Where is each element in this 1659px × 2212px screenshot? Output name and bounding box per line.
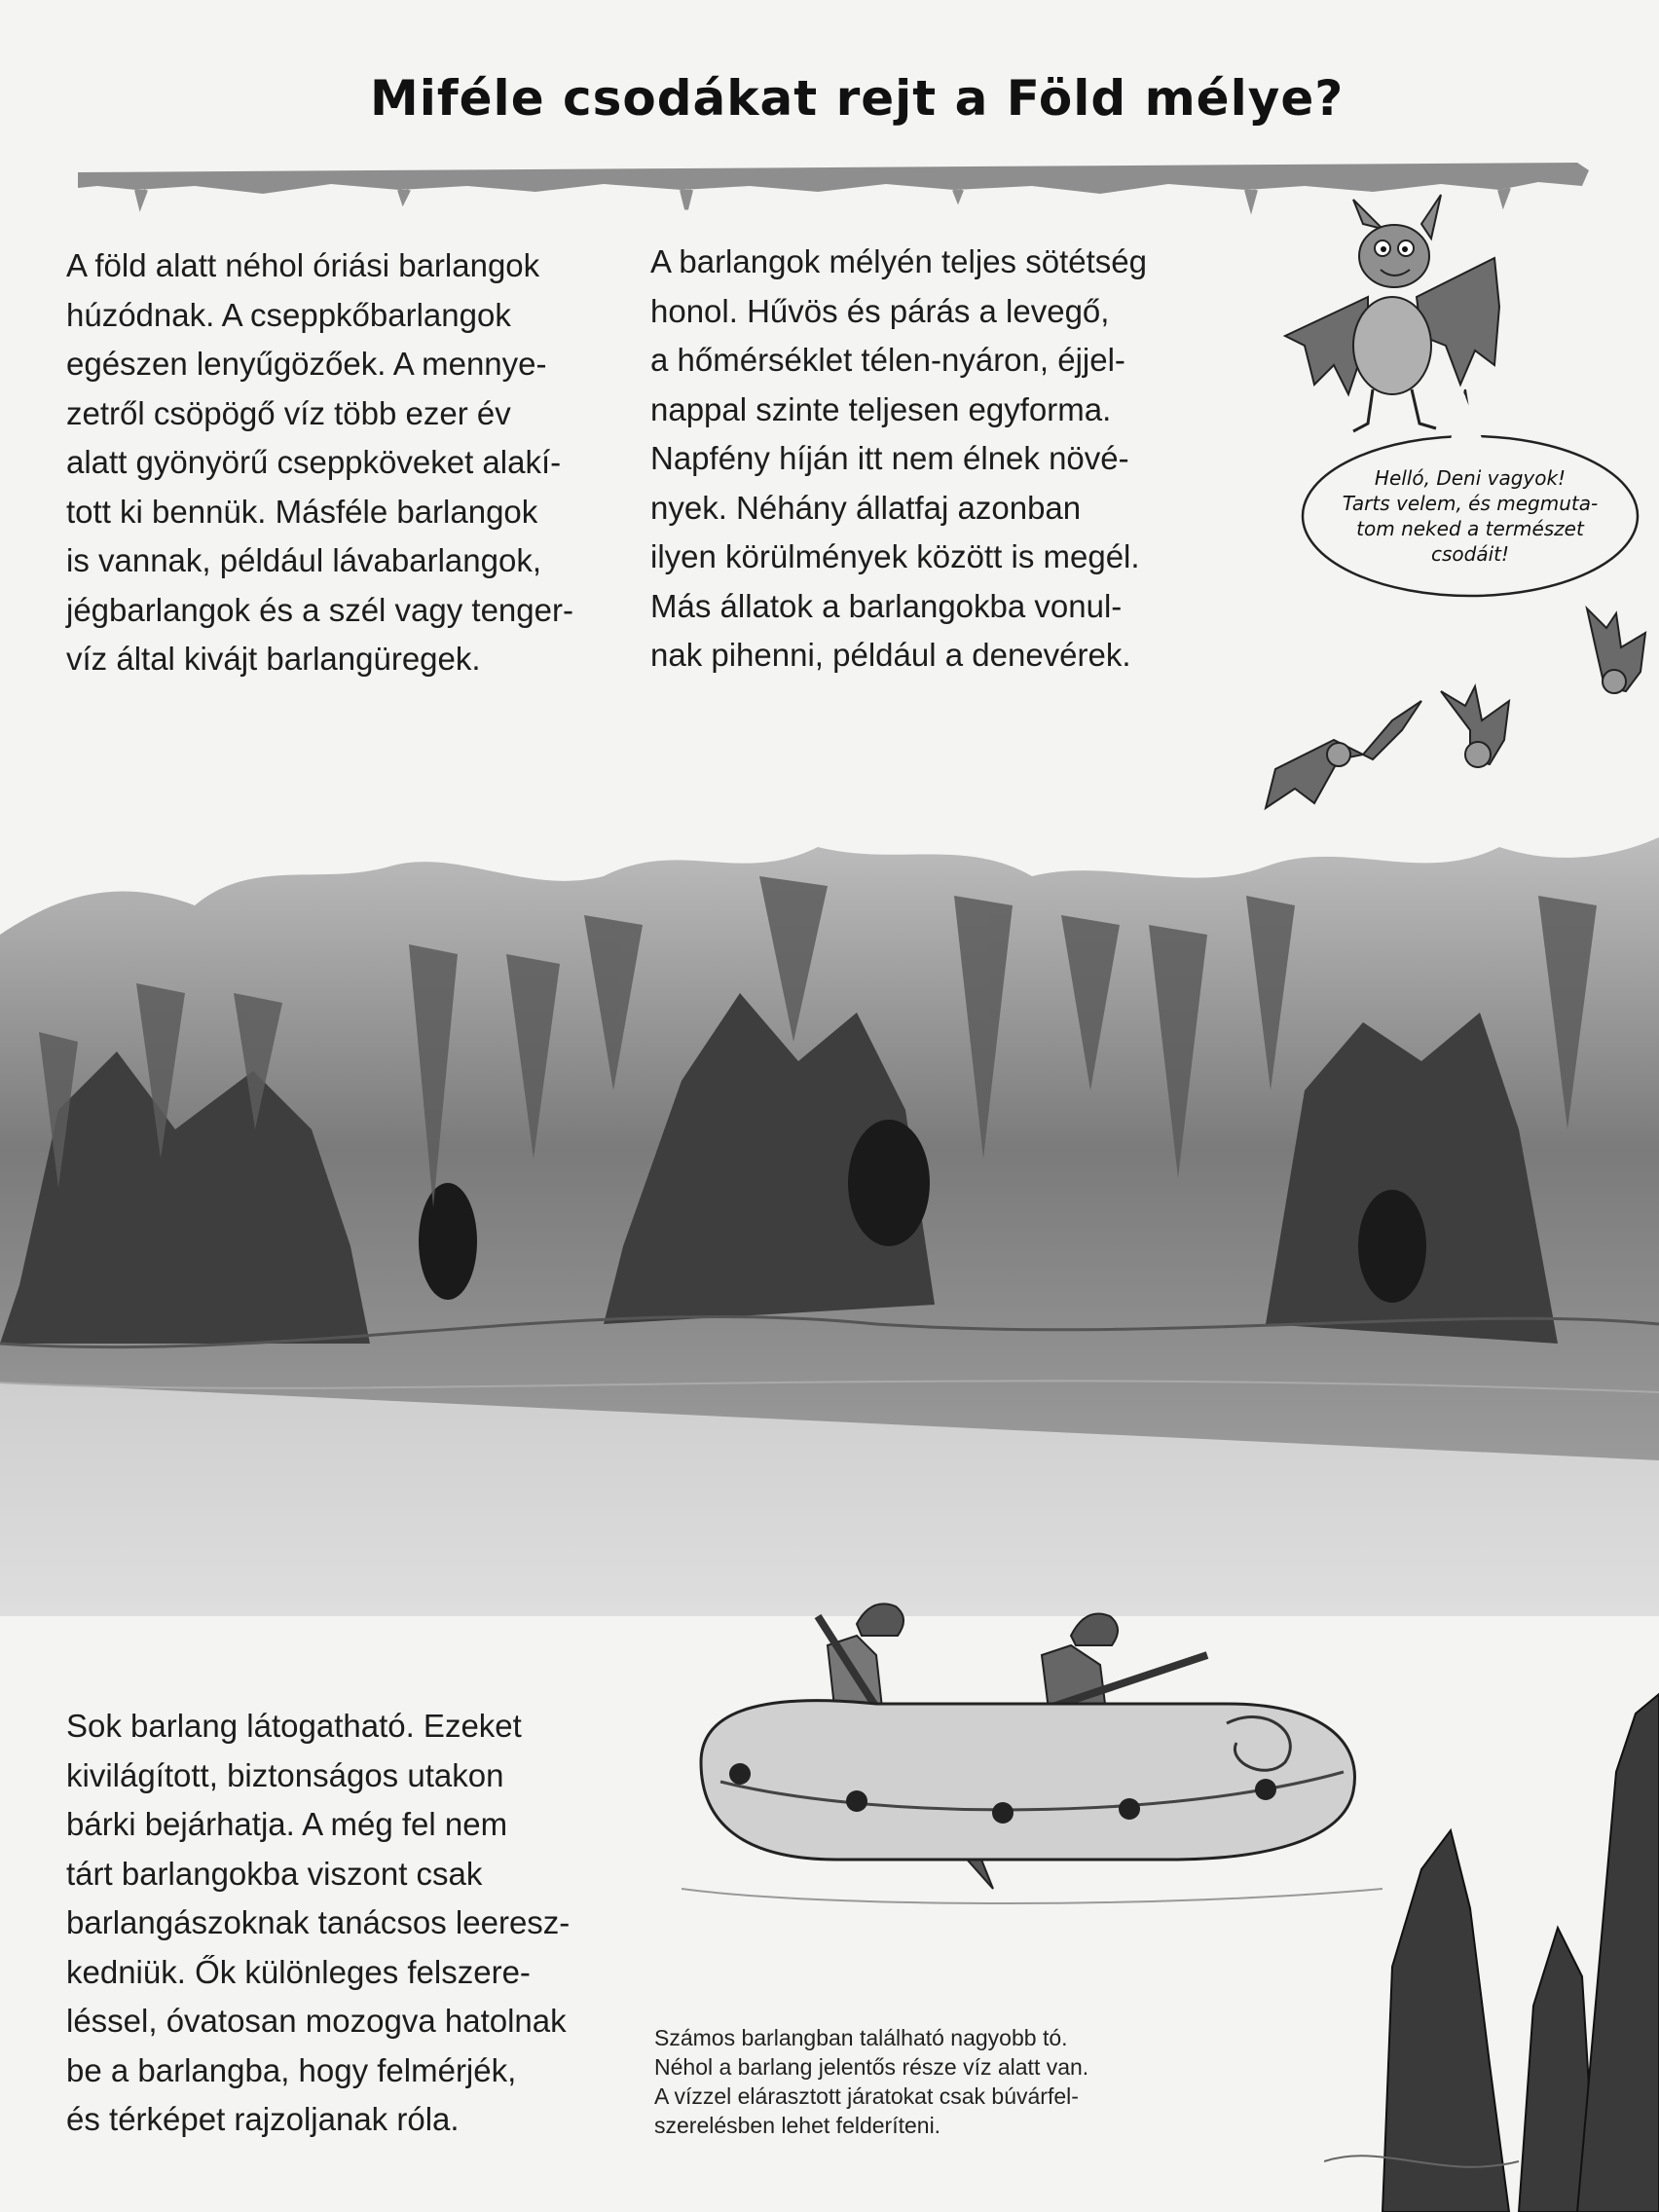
- stalagmites-illustration: [1324, 1655, 1659, 2212]
- page-title: Miféle csodákat rejt a Föld mélye?: [370, 70, 1345, 127]
- intro-paragraph: A föld alatt néhol óriási barlangok húzódnak. A cseppkőbarlangok egészen lenyűgözőek. A mennye- zetről csöpögő víz több ezer év alatt gyönyörű cseppköveket alakí- tott ki bennük. Másféle barlangok is vannak, például lávabarlangok, jégbarlangok és a szél vagy tenger- víz által kivájt barlangüregek.: [66, 247, 573, 677]
- lake-caption: Számos barlangban található nagyobb tó. Néhol a barlang jelentős része víz alatt van. A vízzel elárasztott járatokat csak búvárfel- szerelésben lehet felderíteni.: [654, 2025, 1089, 2138]
- flying-bats-illustration: [1256, 594, 1659, 828]
- darkness-paragraph: A barlangok mélyén teljes sötétség honol. Hűvös és párás a levegő, a hőmérséklet télen-nyáron, éjjel- nappal szinte teljesen egyforma. Napfény híján itt nem élnek növé- nyek. Néhány állatfaj azonban ilyen körülmények között is megél. Más állatok a barlangokba vonul- nak pihenni, például a denevérek.: [650, 243, 1147, 673]
- cave-stalactites-illustration: [0, 837, 1659, 1616]
- raft-cavers-illustration: [682, 1597, 1382, 1928]
- visiting-paragraph: Sok barlang látogatható. Ezeket kivilágított, biztonságos utakon bárki bejárhatja. A még fel nem tárt barlangokba viszont csak barlangászoknak tanácsos leeresz- kedniük. Ők különleges felszere- léssel, óvatosan mozogva hatolnak be a barlangba, hogy felmérjék, és térképet rajzoljanak róla.: [66, 1708, 571, 2137]
- speech-bubble-text: Helló, Deni vagyok! Tarts velem, és megmuta- tom neked a természet csodáit!: [1342, 466, 1599, 566]
